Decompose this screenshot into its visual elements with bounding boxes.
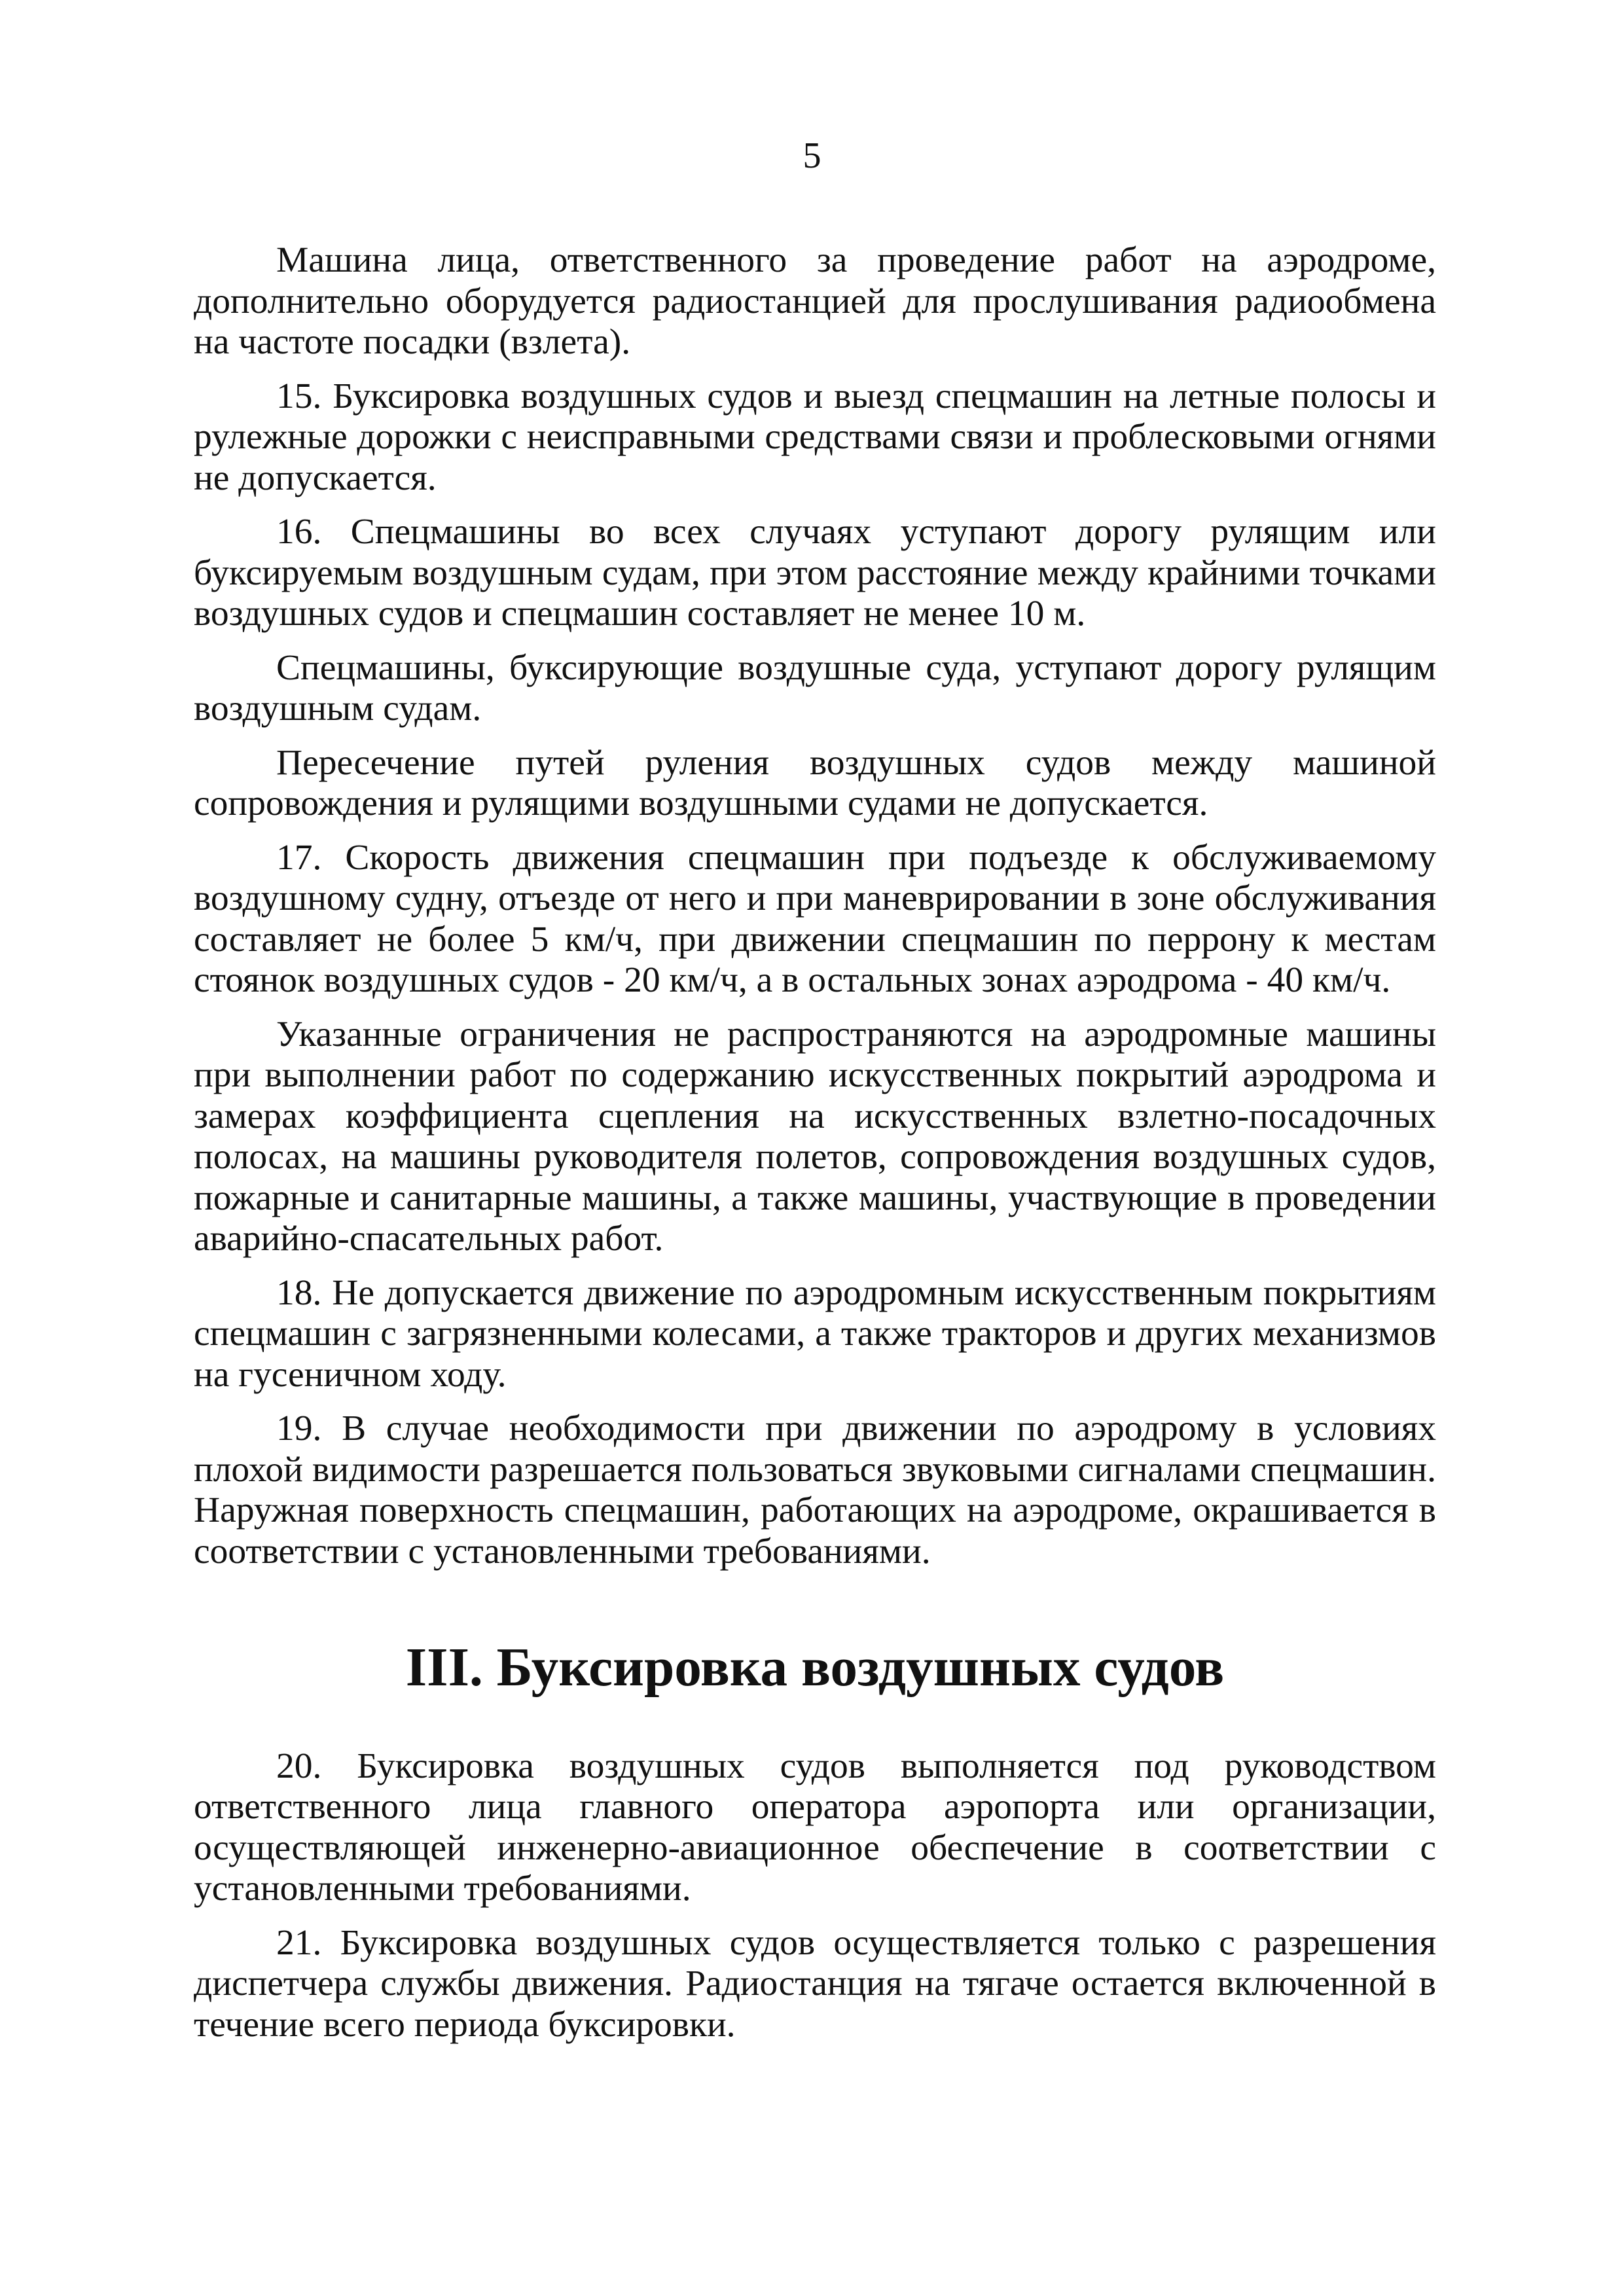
paragraph-16: 16. Спецмашины во всех случаях уступают дорогу рулящим или буксируемым воздушным судам, при этом расстояние между крайними точками воздушных судов и спецмашин составляет не менее 10 м. — [194, 512, 1436, 634]
paragraph-escort-vehicle-radio: Машина лица, ответственного за проведение работ на аэродроме, дополнительно оборудуется радиостанцией для прослушивания радиообмена на частоте посадки (взлета). — [194, 240, 1436, 362]
paragraph-18: 18. Не допускается движение по аэродромным искусственным покрытиям спецмашин с загрязненными колесами, а также тракторов и других механизмов на гусеничном ходу. — [194, 1272, 1436, 1395]
paragraph-16-towing-vehicles: Спецмашины, буксирующие воздушные суда, уступают дорогу рулящим воздушным судам. — [194, 647, 1436, 728]
paragraph-20: 20. Буксировка воздушных судов выполняется под руководством ответственного лица главного оператора аэропорта или организации, осуществляющей инженерно-авиационное обеспечение в соответствии с установленными требованиями. — [194, 1746, 1436, 1909]
paragraph-21: 21. Буксировка воздушных судов осуществляется только с разрешения диспетчера службы движения. Радиостанция на тягаче остается включенной в течение всего периода буксировки. — [194, 1922, 1436, 2045]
paragraph-17: 17. Скорость движения спецмашин при подъезде к обслуживаемому воздушному судну, отъезде от него и при маневрировании в зоне обслуживания составляет не более 5 км/ч, при движении спецмашин по перрону к местам стоянок воздушных судов - 20 км/ч, а в остальных зонах аэродрома - 40 км/ч. — [194, 837, 1436, 1000]
paragraph-16-crossing-paths: Пересечение путей руления воздушных судов между машиной сопровождения и рулящими воздушными судами не допускается. — [194, 742, 1436, 823]
section-heading: III. Буксировка воздушных судов — [405, 1638, 1225, 1698]
paragraph-17-exceptions: Указанные ограничения не распространяются на аэродромные машины при выполнении работ по содержанию искусственных покрытий аэродрома и замерах коэффициента сцепления на искусственных взлетно-посадочных полосах, на машины руководителя полетов, сопровождения воздушных судов, пожарные и санитарные машины, а также машины, участвующие в проведении аварийно-спасательных работ. — [194, 1014, 1436, 1259]
paragraph-19: 19. В случае необходимости при движении по аэродрому в условиях плохой видимости разрешается пользоваться звуковыми сигналами спецмашин. Наружная поверхность спецмашин, работающих на аэродроме, окрашивается в соответствии с установленными требованиями. — [194, 1408, 1436, 1571]
page-number: 5 — [803, 135, 821, 176]
paragraph-15: 15. Буксировка воздушных судов и выезд спецмашин на летные полосы и рулежные дорожки с неисправными средствами связи и проблесковыми огнями не допускается. — [194, 376, 1436, 498]
document-body — [194, 240, 1436, 2058]
